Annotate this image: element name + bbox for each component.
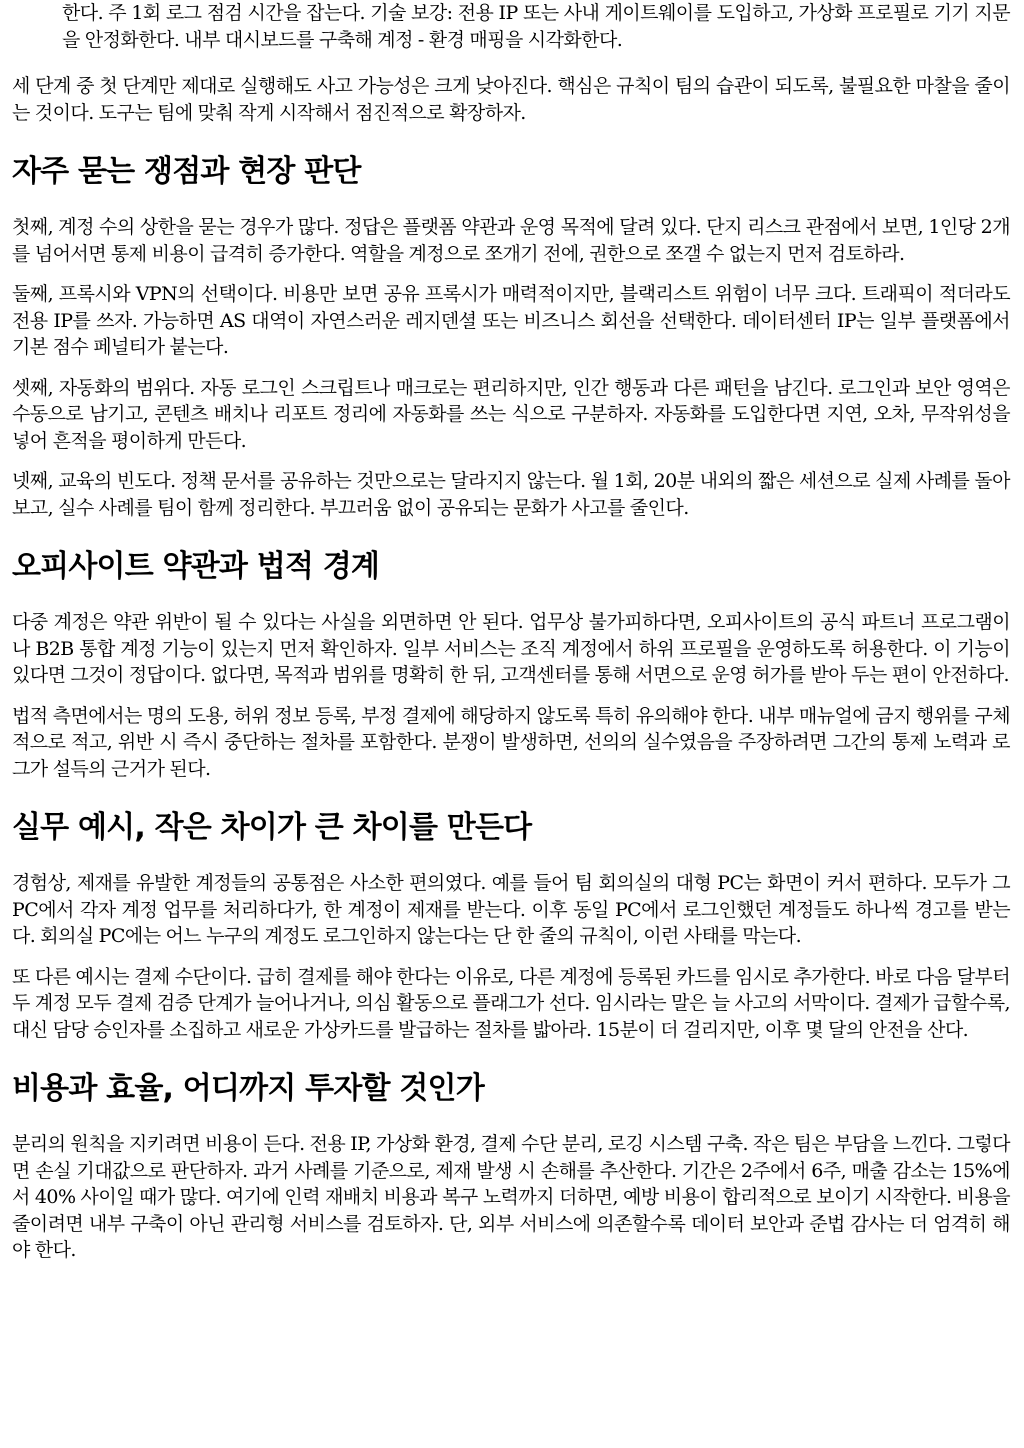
body-paragraph: 세 단계 중 첫 단계만 제대로 실행해도 사고 가능성은 크게 낮아진다. 핵심은 규칙이 팀의 습관이 되도록, 불필요한 마찰을 줄이는 것이다. 도구는 팀에 맞춰 작게 시작해서 점진적으로 확장하자. <box>12 75 1010 124</box>
section-heading-faq: 자주 묻는 쟁점과 현장 판단 <box>12 154 361 189</box>
body-paragraph: 다중 계정은 약관 위반이 될 수 있다는 사실을 외면하면 안 된다. 업무상 불가피하다면, 오피사이트의 공식 파트너 프로그램이나 B2B 통합 계정 기능이 있는지 먼저 확인하자. 일부 서비스는 조직 계정에서 하위 프로필을 운영하도록 허용한다. 이 기능이 있다면 그것이 정답이다. 없다면, 목적과 범위를 명확히 한 뒤, 고객센터를 통해 서면으로 운영 허가를 받아 두는 편이 안전하다. <box>12 611 1010 686</box>
section-heading-cost: 비용과 효율, 어디까지 투자할 것인가 <box>12 1071 484 1106</box>
body-paragraph: 둘째, 프록시와 VPN의 선택이다. 비용만 보면 공유 프록시가 매력적이지만, 블랙리스트 위험이 너무 크다. 트래픽이 적더라도 전용 IP를 쓰자. 가능하면 AS 대역이 자연스러운 레지덴셜 또는 비즈니스 회선을 선택한다. 데이터센터 IP는 일부 플랫폼에서 기본 점수 페널티가 붙는다. <box>12 283 1010 358</box>
body-paragraph: 넷째, 교육의 빈도다. 정책 문서를 공유하는 것만으로는 달라지지 않는다. 월 1회, 20분 내외의 짧은 세션으로 실제 사례를 돌아보고, 실수 사례를 팀이 함께 정리한다. 부끄러움 없이 공유되는 문화가 사고를 줄인다. <box>12 470 1010 519</box>
body-paragraph: 또 다른 예시는 결제 수단이다. 급히 결제를 해야 한다는 이유로, 다른 계정에 등록된 카드를 임시로 추가한다. 바로 다음 달부터 두 계정 모두 결제 검증 단계가 늘어나거나, 의심 활동으로 플래그가 선다. 임시라는 말은 늘 사고의 서막이다. 결제가 급할수록, 대신 담당 승인자를 소집하고 새로운 가상카드를 발급하는 절차를 밟아라. 15분이 더 걸리지만, 이후 몇 달의 안전을 산다. <box>12 965 1010 1041</box>
body-paragraph: 경험상, 제재를 유발한 계정들의 공통점은 사소한 편의였다. 예를 들어 팀 회의실의 대형 PC는 화면이 커서 편하다. 모두가 그 PC에서 각자 계정 업무를 처리하다가, 한 계정이 제재를 받는다. 이후 동일 PC에서 로그인했던 계정들도 하나씩 경고를 받는다. 회의실 PC에는 어느 누구의 계정도 로그인하지 않는다는 단 한 줄의 규칙이, 이런 사태를 막는다. <box>12 872 1010 947</box>
body-paragraph: 첫째, 계정 수의 상한을 묻는 경우가 많다. 정답은 플랫폼 약관과 운영 목적에 달려 있다. 단지 리스크 관점에서 보면, 1인당 2개를 넘어서면 통제 비용이 급격히 증가한다. 역할을 계정으로 쪼개기 전에, 권한으로 쪼갤 수 없는지 먼저 검토하라. <box>12 216 1010 265</box>
body-paragraph: 법적 측면에서는 명의 도용, 허위 정보 등록, 부정 결제에 해당하지 않도록 특히 유의해야 한다. 내부 매뉴얼에 금지 행위를 구체적으로 적고, 위반 시 즉시 중단하는 절차를 포함한다. 분쟁이 발생하면, 선의의 실수였음을 주장하려면 그간의 통제 노력과 로그가 설득의 근거가 된다. <box>12 704 1010 780</box>
body-paragraph: 분리의 원칙을 지키려면 비용이 든다. 전용 IP, 가상화 환경, 결제 수단 분리, 로깅 시스템 구축. 작은 팀은 부담을 느낀다. 그렇다면 손실 기대값으로 판단하자. 과거 사례를 기준으로, 제재 발생 시 손해를 추산한다. 기간은 2주에서 6주, 매출 감소는 15%에서 40% 사이일 때가 많다. 여기에 인력 재배치 비용과 복구 노력까지 더하면, 예방 비용이 합리적으로 보이기 시작한다. 비용을 줄이려면 내부 구축이 아닌 관리형 서비스를 검토하자. 단, 외부 서비스에 의존할수록 데이터 보안과 준법 감사는 더 엄격히 해야 한다. <box>12 1133 1010 1261</box>
body-paragraph: 셋째, 자동화의 범위다. 자동 로그인 스크립트나 매크로는 편리하지만, 인간 행동과 다른 패턴을 남긴다. 로그인과 보안 영역은 수동으로 남기고, 콘텐츠 배치나 리포트 정리에 자동화를 쓰는 식으로 구분하자. 자동화를 도입한다면 지연, 오차, 무작위성을 넣어 흔적을 평이하게 만든다. <box>12 376 1010 452</box>
section-heading-terms: 오피사이트 약관과 법적 경계 <box>12 549 380 584</box>
intro-paragraph: 한다. 주 1회 로그 점검 시간을 잡는다. 기술 보강: 전용 IP 또는 사내 게이트웨이를 도입하고, 가상화 프로필로 기기 지문을 안정화한다. 내부 대시보드를 구축해 계정 - 환경 매핑을 시각화한다. <box>62 2 1010 51</box>
section-heading-examples: 실무 예시, 작은 차이가 큰 차이를 만든다 <box>12 810 532 845</box>
